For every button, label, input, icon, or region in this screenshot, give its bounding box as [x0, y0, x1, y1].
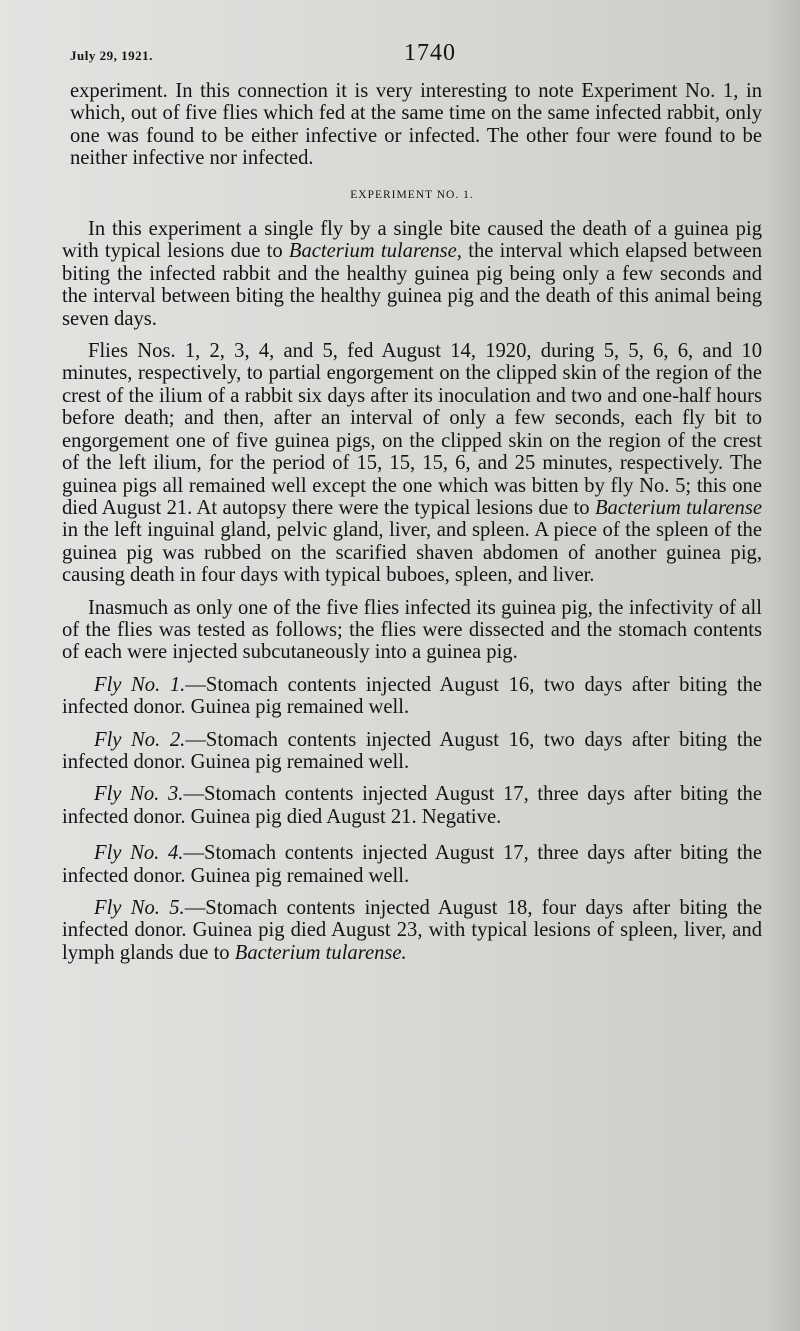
document-body	[62, 80, 762, 964]
fly-label: Fly No. 3.	[94, 783, 184, 806]
species-name: Bacterium tularense,	[288, 240, 462, 263]
fly-result: —Stomach contents injected August 17, three days after biting the infected donor. Guinea pig died August 21. Negative.	[62, 783, 762, 828]
header-date: July 29, 1921.	[70, 48, 153, 63]
section-heading: EXPERIMENT NO. 1.	[350, 188, 474, 201]
species-name: Bacterium tularense	[594, 496, 762, 519]
fly-entry-3	[62, 783, 762, 828]
fly-result: —Stomach contents injected August 17, three days after biting the infected donor. Guinea pig remained well.	[62, 842, 762, 887]
fly-label: Fly No. 2.	[94, 728, 186, 751]
fly-label: Fly No. 5.	[94, 897, 185, 919]
fly-entry-1	[62, 674, 762, 719]
fly-result: —Stomach contents injected August 16, two days after biting the infected donor. Guinea pig remained well.	[62, 673, 763, 719]
paragraph-infectivity-test: Inasmuch as only one of the five flies infected its guinea pig, the infectivity of all of the flies was tested as follows; the flies were dissected and the stomach contents of each were injected subcutaneously into a guinea pig.	[62, 596, 762, 664]
fly-label: Fly No. 4.	[94, 842, 184, 865]
paragraph-procedure	[62, 340, 762, 586]
page-header	[70, 40, 762, 80]
paragraph-summary-text-before: In this experiment a single fly by a single bite caused the death of a guinea pig with typical lesions due to	[62, 218, 762, 263]
paragraph-summary-text-after: the interval which elapsed between biting the infected rabbit and the healthy guinea pig being only a few seconds and the interval between biting the healthy guinea pig and the death of this animal being seven days.	[62, 240, 762, 330]
paragraph-procedure-text-after: in the left inguinal gland, pelvic gland, liver, and spleen. A piece of the spleen of the guinea pig was rubbed on the scarified shaven abdomen of another guinea pig, causing death in four days with typical buboes, spleen, and liver.	[62, 519, 762, 587]
paragraph-summary	[62, 218, 762, 330]
paragraph-procedure-text-before: Flies Nos. 1, 2, 3, 4, and 5, fed August 14, 1920, during 5, 5, 6, 6, and 10 minutes, respectively, to partial engorgement on the clipped skin of the region of the crest of the ilium of a rabbit six days after its inoculation and two and one-half hours before death; and then, after an interval of only a few seconds, each fly bit to engorgement one of five guinea pigs, on the clipped skin on the region of the crest of the left ilium, for the period of 15, 15, 15, 6, and 25 minutes, respectively. The guinea pigs all remained well except the one which was bitten by fly No. 5; this one died August 21. At autopsy there were the typical lesions due to	[62, 340, 762, 519]
intro-paragraph: experiment. In this connection it is very interesting to note Experiment No. 1, in which, out of five flies which fed at the same time on the same infected rabbit, only one was found to be either infective or infected. The other four were found to be neither infective nor infected.	[70, 80, 762, 170]
fly-entry-2	[62, 729, 762, 774]
fly-result: —Stomach contents injected August 16, two days after biting the infected donor. Guinea pig remained well.	[62, 728, 763, 773]
species-name: Bacterium tularense.	[234, 941, 407, 964]
page-number: 1740	[404, 40, 456, 66]
fly-entry-5	[62, 897, 762, 964]
fly-label: Fly No. 1.	[94, 673, 186, 696]
fly-result: —Stomach contents injected August 18, four days after biting the infected donor. Guinea pig died August 23, with typical lesions of spleen, liver, and lymph glands due to	[62, 897, 762, 964]
fly-entry-4	[62, 842, 762, 887]
